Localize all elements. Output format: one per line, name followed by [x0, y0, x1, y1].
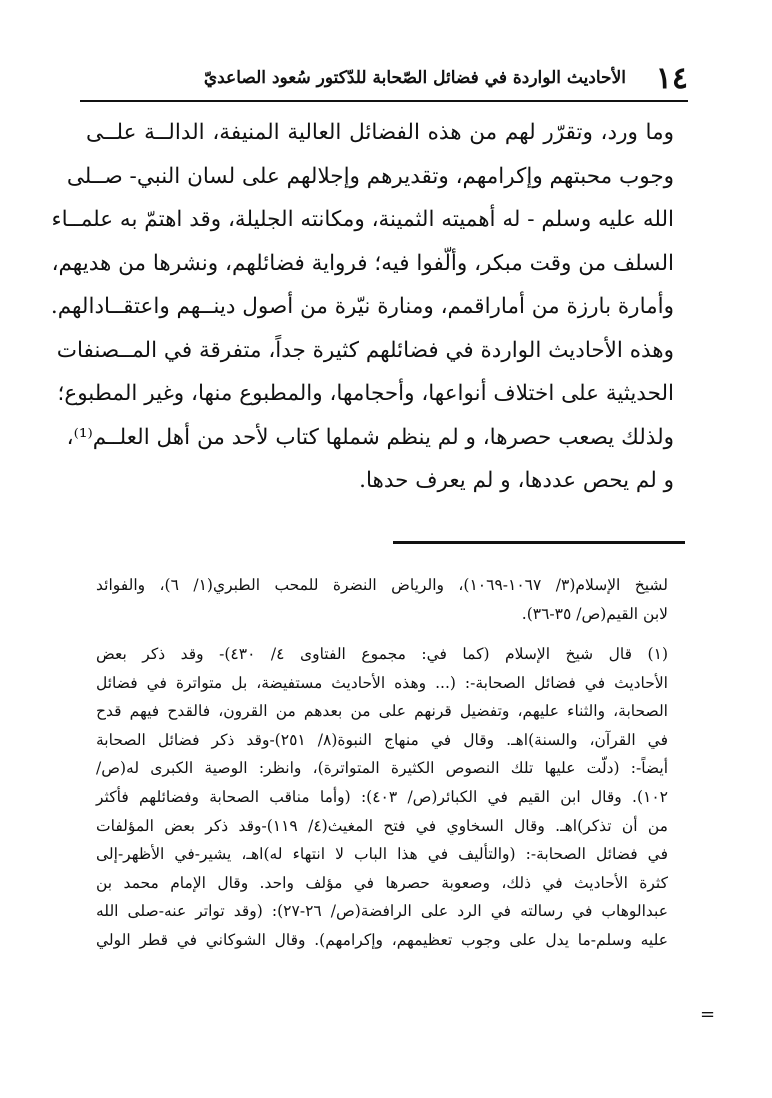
footnote-line: في فضائل الصحابة-: (والتأليف في هذا الباب لا انتهاء له)اهـ، يشير-في الأظهر-إلى: [96, 845, 668, 864]
footnote-line: عليه وسلم-ما يدل على وجوب تعظيمهم، وإكرامهم). وقال الشوكاني في قطر الولي: [96, 930, 668, 949]
page-header: [80, 60, 688, 102]
footnote-continued: [96, 571, 668, 628]
footnote-line: كثرة الأحاديث في ذلك، وصعوبة حصرها في مؤلف واحد. وقال الإمام محمد بن: [96, 873, 668, 892]
continuation-mark: =: [700, 1004, 716, 1025]
body-line: وأمارة بارزة من أماراقمم، ومنارة نيّرة من أصول دينــهم واعتقــادالهم.: [50, 294, 674, 319]
main-text: [50, 111, 674, 503]
body-line: وجوب محبتهم وإكرامهم، وتقديرهم وإجلالهم على لسان النبي- صــلى: [66, 163, 674, 189]
body-line: الحديثية على اختلاف أنواعها، وأحجامها، والمطبوع منها، وغير المطبوع؛: [57, 381, 674, 406]
footnote-line: في القرآن، والسنة)اهـ. وقال في منهاج النبوة(٨/ ٢٥١)-وقد ذكر فضائل الصحابة: [96, 730, 669, 749]
page-number: ١٤: [655, 61, 688, 96]
footnote-line: (١) قال شيخ الإسلام (كما في: مجموع الفتاوى ٤/ ٤٣٠)- وقد ذكر بعض: [96, 645, 668, 663]
footnote-separator: [393, 541, 685, 544]
body-line: وهذه الأحاديث الواردة في فضائلهم كثيرة جداً، متفرقة في المــصنفات: [56, 337, 674, 363]
footnote-line: الأحاديث في فضائل الصحابة-: (... وهذه الأحاديث مستفيضة، بل متواترة في فضائل: [96, 673, 668, 692]
footnote-line: أيضاً-: (دلّت عليها تلك النصوص الكثيرة المتواترة)، وانظر: الوصية الكبرى له(ص/: [96, 759, 668, 778]
footnote-line: لشيخ الإسلام(٣/ ١٠٦٧-١٠٦٩)، والرياض النضرة للمحب الطبري(١/ ٦)، والفوائد: [96, 576, 668, 594]
body-line: وما ورد، وتقرّر لهم من هذه الفضائل العالية المنيفة، الدالــة علــى: [86, 120, 674, 145]
footnote-line: الصحابة، والثناء عليهم، وتفضيل قرنهم على من بعدهم من القرون، فالقدح فيهم قدح: [96, 702, 668, 721]
body-line: و لم يحص عددها، و لم يعرف حدها.: [359, 468, 674, 493]
body-line: الله عليه وسلم - له أهميته الثمينة، ومكانته الجليلة، وقد اهتمّ به علمــاء: [51, 207, 674, 232]
footnote-line: ١٠٢). وقال ابن القيم في الكبائر(ص/ ٤٠٣): (وأما مناقب الصحابة وفضائلهم فأكثر: [96, 787, 668, 806]
body-line: ولذلك يصعب حصرها، و لم ينظم شملها كتاب لأحد من أهل العلــم⁽¹⁾،: [66, 424, 674, 450]
body-line: السلف من وقت مبكر، وألّفوا فيه؛ فرواية فضائلهم، ونشرها من هديهم،: [51, 250, 674, 276]
running-title: الأحاديث الواردة في فضائل الصّحابة للدّكتور سُعود الصاعديّ: [203, 68, 626, 88]
footnote-line: عبدالوهاب في رسالته في الرد على الرافضة(ص/ ٢٦-٢٧): (وقد تواتر عنه-صلى الله: [96, 902, 668, 921]
footnote-1: [96, 640, 668, 955]
footnote-line: من أن تذكر)اهـ. وقال السخاوي في فتح المغيث(٤/ ١١٩)-وقد ذكر بعض المؤلفات: [96, 816, 668, 835]
footnote-line: لابن القيم(ص/ ٣٥-٣٦).: [521, 604, 668, 623]
